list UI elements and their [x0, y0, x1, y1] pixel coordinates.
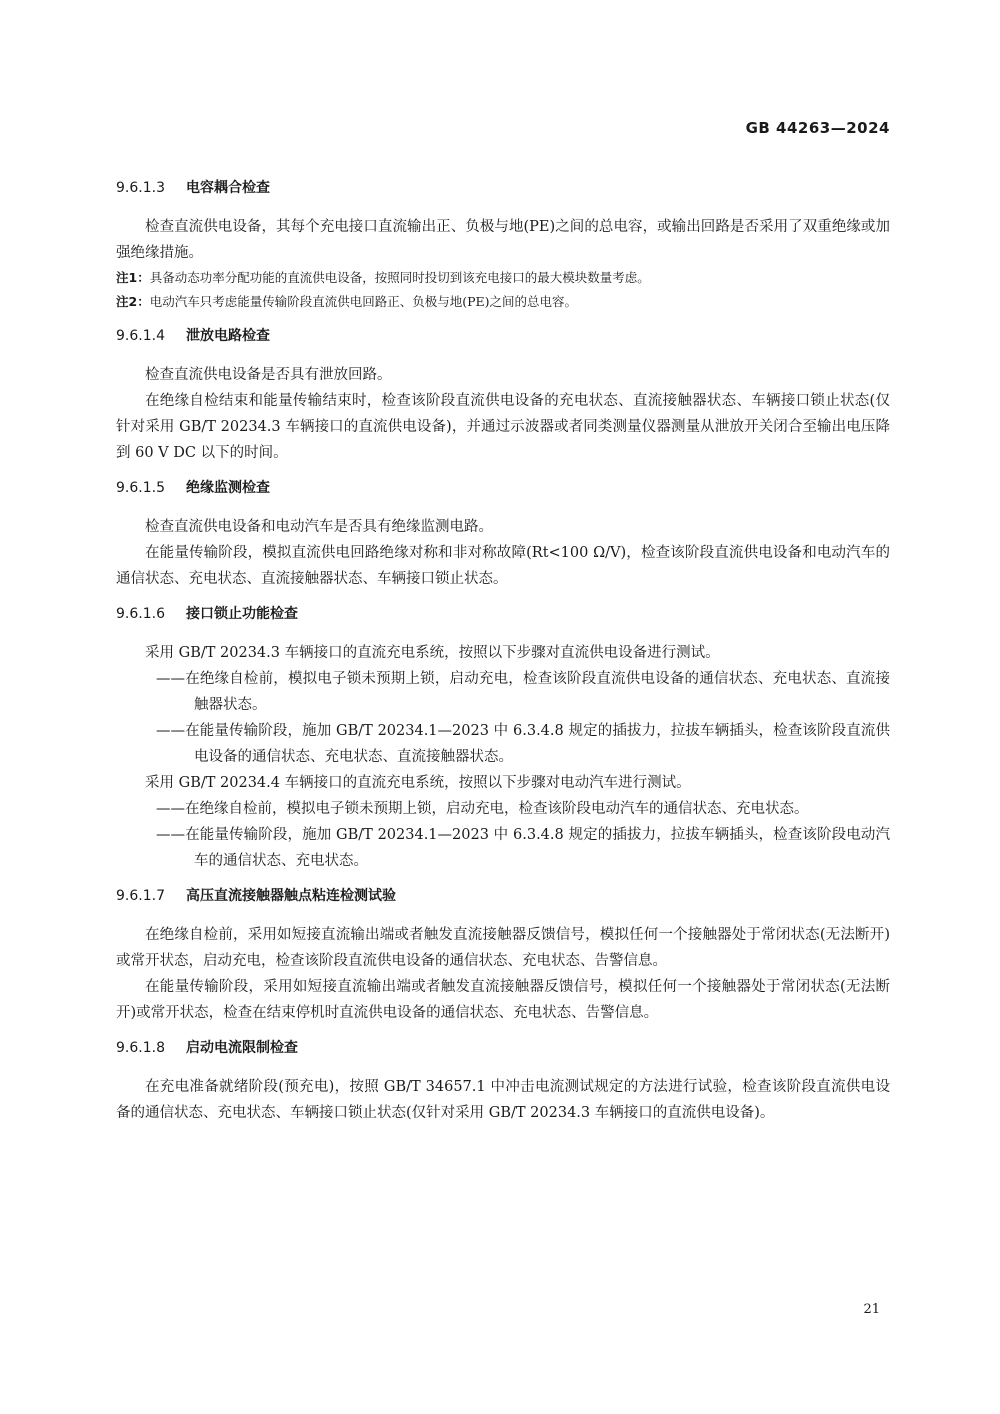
dash-list-item: ——在能量传输阶段，施加 GB/T 20234.1—2023 中 6.3.4.8 规定的插拔力，拉拔车辆插头，检查该阶段直流供电设备的通信状态、充电状态、直流接触器状态。 [156, 723, 890, 765]
section-9-6-1-7 [116, 884, 890, 1026]
paragraph: 在绝缘自检前，采用如短接直流输出端或者触发直流接触器反馈信号，模拟任何一个接触器处于常闭状态(无法断开)或常开状态，启动充电，检查该阶段直流供电设备的通信状态、充电状态、告警信息。 [116, 927, 890, 969]
standard-code: GB 44263—2024 [745, 119, 890, 137]
section-title: 启动电流限制检查 [186, 1040, 298, 1056]
section-title: 泄放电路检查 [186, 328, 270, 344]
section-9-6-1-5 [116, 476, 890, 592]
section-number: 9.6.1.7 [116, 888, 165, 904]
paragraph: 在充电准备就绪阶段(预充电)，按照 GB/T 34657.1 中冲击电流测试规定的方法进行试验，检查该阶段直流供电设备的通信状态、充电状态、车辆接口锁止状态(仅针对采用 GB/T 20234.3 车辆接口的直流供电设备)。 [116, 1079, 890, 1121]
note-text: 电动汽车只考虑能量传输阶段直流供电回路正、负极与地(PE)之间的总电容。 [149, 294, 577, 309]
section-heading [116, 324, 890, 348]
section-number: 9.6.1.8 [116, 1040, 165, 1056]
note [116, 266, 890, 290]
section-title: 接口锁止功能检查 [186, 606, 298, 622]
section-heading [116, 884, 890, 908]
section-title: 高压直流接触器触点粘连检测试验 [186, 888, 396, 904]
paragraph: 在能量传输阶段，采用如短接直流输出端或者触发直流接触器反馈信号，模拟任何一个接触器处于常闭状态(无法断开)或常开状态，检查在结束停机时直流供电设备的通信状态、充电状态、告警信息。 [116, 979, 890, 1021]
document-body [116, 176, 890, 1136]
dash-list-item: ——在能量传输阶段，施加 GB/T 20234.1—2023 中 6.3.4.8 规定的插拔力，拉拔车辆插头，检查该阶段电动汽车的通信状态、充电状态。 [156, 827, 890, 869]
section-heading [116, 476, 890, 500]
note-label: 注1： [116, 270, 150, 285]
section-9-6-1-4 [116, 324, 890, 466]
section-heading [116, 176, 890, 200]
paragraph: 采用 GB/T 20234.3 车辆接口的直流充电系统，按照以下步骤对直流供电设备进行测试。 [145, 645, 720, 661]
section-number: 9.6.1.6 [116, 606, 165, 622]
paragraph: 采用 GB/T 20234.4 车辆接口的直流充电系统，按照以下步骤对电动汽车进行测试。 [145, 775, 691, 791]
note-text: 具备动态功率分配功能的直流供电设备，按照同时投切到该充电接口的最大模块数量考虑。 [149, 270, 650, 285]
section-heading [116, 1036, 890, 1060]
paragraph: 在能量传输阶段，模拟直流供电回路绝缘对称和非对称故障(Rt<100 Ω/V)，检查该阶段直流供电设备和电动汽车的通信状态、充电状态、直流接触器状态、车辆接口锁止状态。 [116, 545, 890, 587]
section-number: 9.6.1.3 [116, 180, 165, 196]
paragraph: 检查直流供电设备，其每个充电接口直流输出正、负极与地(PE)之间的总电容，或输出回路是否采用了双重绝缘或加强绝缘措施。 [116, 219, 890, 261]
section-title: 绝缘监测检查 [186, 480, 270, 496]
page-number: 21 [863, 1302, 880, 1317]
note [116, 290, 890, 314]
paragraph: 检查直流供电设备是否具有泄放回路。 [145, 367, 392, 383]
note-label: 注2： [116, 294, 150, 309]
section-number: 9.6.1.5 [116, 480, 165, 496]
section-number: 9.6.1.4 [116, 328, 165, 344]
dash-list-item: ——在绝缘自检前，模拟电子锁未预期上锁，启动充电，检查该阶段电动汽车的通信状态、充电状态。 [156, 801, 809, 817]
section-heading [116, 602, 890, 626]
section-9-6-1-6 [116, 602, 890, 874]
section-9-6-1-8 [116, 1036, 890, 1126]
section-9-6-1-3 [116, 176, 890, 314]
dash-list-item: ——在绝缘自检前，模拟电子锁未预期上锁，启动充电，检查该阶段直流供电设备的通信状态、充电状态、直流接触器状态。 [156, 671, 890, 713]
section-title: 电容耦合检查 [186, 180, 270, 196]
paragraph: 在绝缘自检结束和能量传输结束时，检查该阶段直流供电设备的充电状态、直流接触器状态、车辆接口锁止状态(仅针对采用 GB/T 20234.3 车辆接口的直流供电设备)，并通过示波器或者同类测量仪器测量从泄放开关闭合至输出电压降到 60 V DC 以下的时间。 [116, 393, 890, 461]
paragraph: 检查直流供电设备和电动汽车是否具有绝缘监测电路。 [145, 519, 493, 535]
